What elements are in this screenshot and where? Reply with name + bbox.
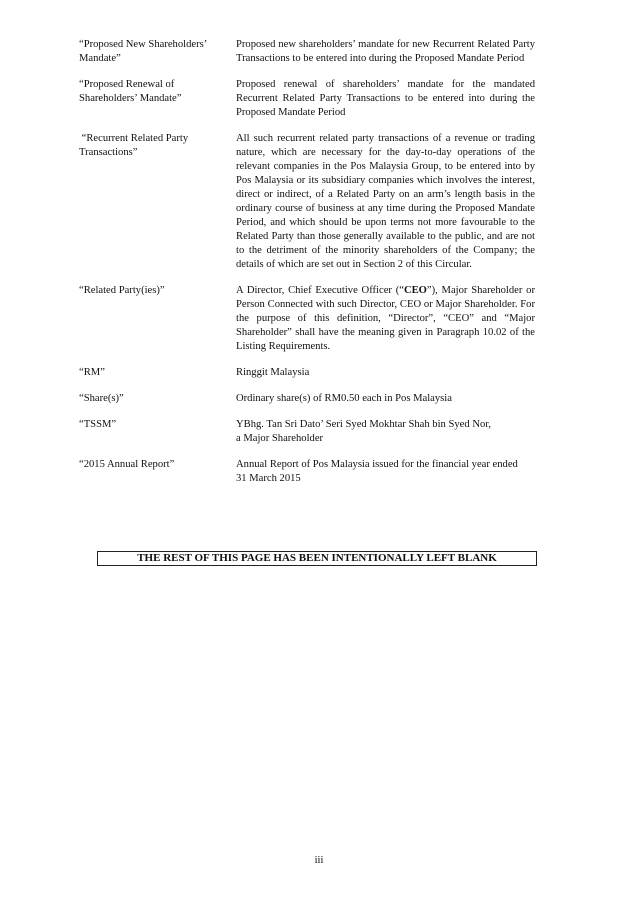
blank-page-notice: THE REST OF THIS PAGE HAS BEEN INTENTIONALLY LEFT BLANK (97, 551, 537, 566)
definition-term: “TSSM” (79, 419, 117, 430)
definition-meaning-line: YBhg. Tan Sri Dato’ Seri Syed Mokhtar Shah bin Syed Nor, (236, 419, 492, 430)
definition-meaning (236, 418, 535, 446)
definition-row (79, 366, 535, 380)
definition-meaning: Proposed renewal of shareholders’ mandate for the mandated Recurrent Related Party Transactions to be entered into during the Proposed Mandate Period (236, 79, 535, 118)
definition-meaning: Ringgit Malaysia (236, 367, 310, 378)
definition-meaning: Proposed new shareholders’ mandate for new Recurrent Related Party Transactions to be entered into during the Proposed Mandate Period (236, 39, 535, 64)
definition-row (79, 392, 535, 406)
definition-meaning-text: ”), Major Shareholder or Person Connected with such Director, CEO or Major Shareholder. For the purpose of this definition, “Director”, “CEO” and “Major Shareholder” shall have the meaning given in Paragraph 10.02 of the Listing Requirements. (236, 285, 535, 352)
definition-term: “Share(s)” (79, 393, 124, 404)
definition-term: “Proposed Renewal of Shareholders’ Mandate” (79, 79, 182, 104)
definition-meaning-text: A Director, Chief Executive Officer (“ (236, 285, 404, 296)
definition-term: “Recurrent Related Party Transactions” (79, 133, 191, 158)
definition-meaning-bold: CEO (403, 285, 427, 296)
definition-term: “Related Party(ies)” (79, 285, 165, 296)
definition-term: “RM” (79, 367, 105, 378)
definition-meaning (236, 284, 535, 354)
definition-meaning: All such recurrent related party transactions of a revenue or trading nature, which are necessary for the day-to-day operations of the relevant companies in the Pos Malaysia Group, to be entered into by Pos Malaysia or its subsidiary companies which involves the interest, direct or indirect, of a Related Party on an arm’s length basis in the ordinary course of business at any time during the Proposed Mandate Period, and which should be upon terms not more favourable to the Related Party than those generally available to the public, and are not to the detriment of the minority shareholders of the Company; the details of which are set out in Section 2 of this Circular. (236, 133, 535, 270)
definition-row (79, 418, 535, 446)
definition-meaning: Annual Report of Pos Malaysia issued for the financial year ended 31 March 2015 (236, 459, 518, 484)
definition-row (79, 458, 535, 486)
definition-meaning-line: a Major Shareholder (236, 433, 324, 444)
definition-row (79, 284, 535, 354)
definitions-list (79, 38, 535, 486)
definition-meaning: Ordinary share(s) of RM0.50 each in Pos Malaysia (236, 393, 452, 404)
definition-row (79, 78, 535, 120)
definition-term: “2015 Annual Report” (79, 459, 175, 470)
definition-row (79, 38, 535, 66)
page-number: iii (314, 855, 324, 866)
definition-term: “Proposed New Shareholders’ Mandate” (79, 39, 207, 64)
definition-row (79, 132, 535, 272)
